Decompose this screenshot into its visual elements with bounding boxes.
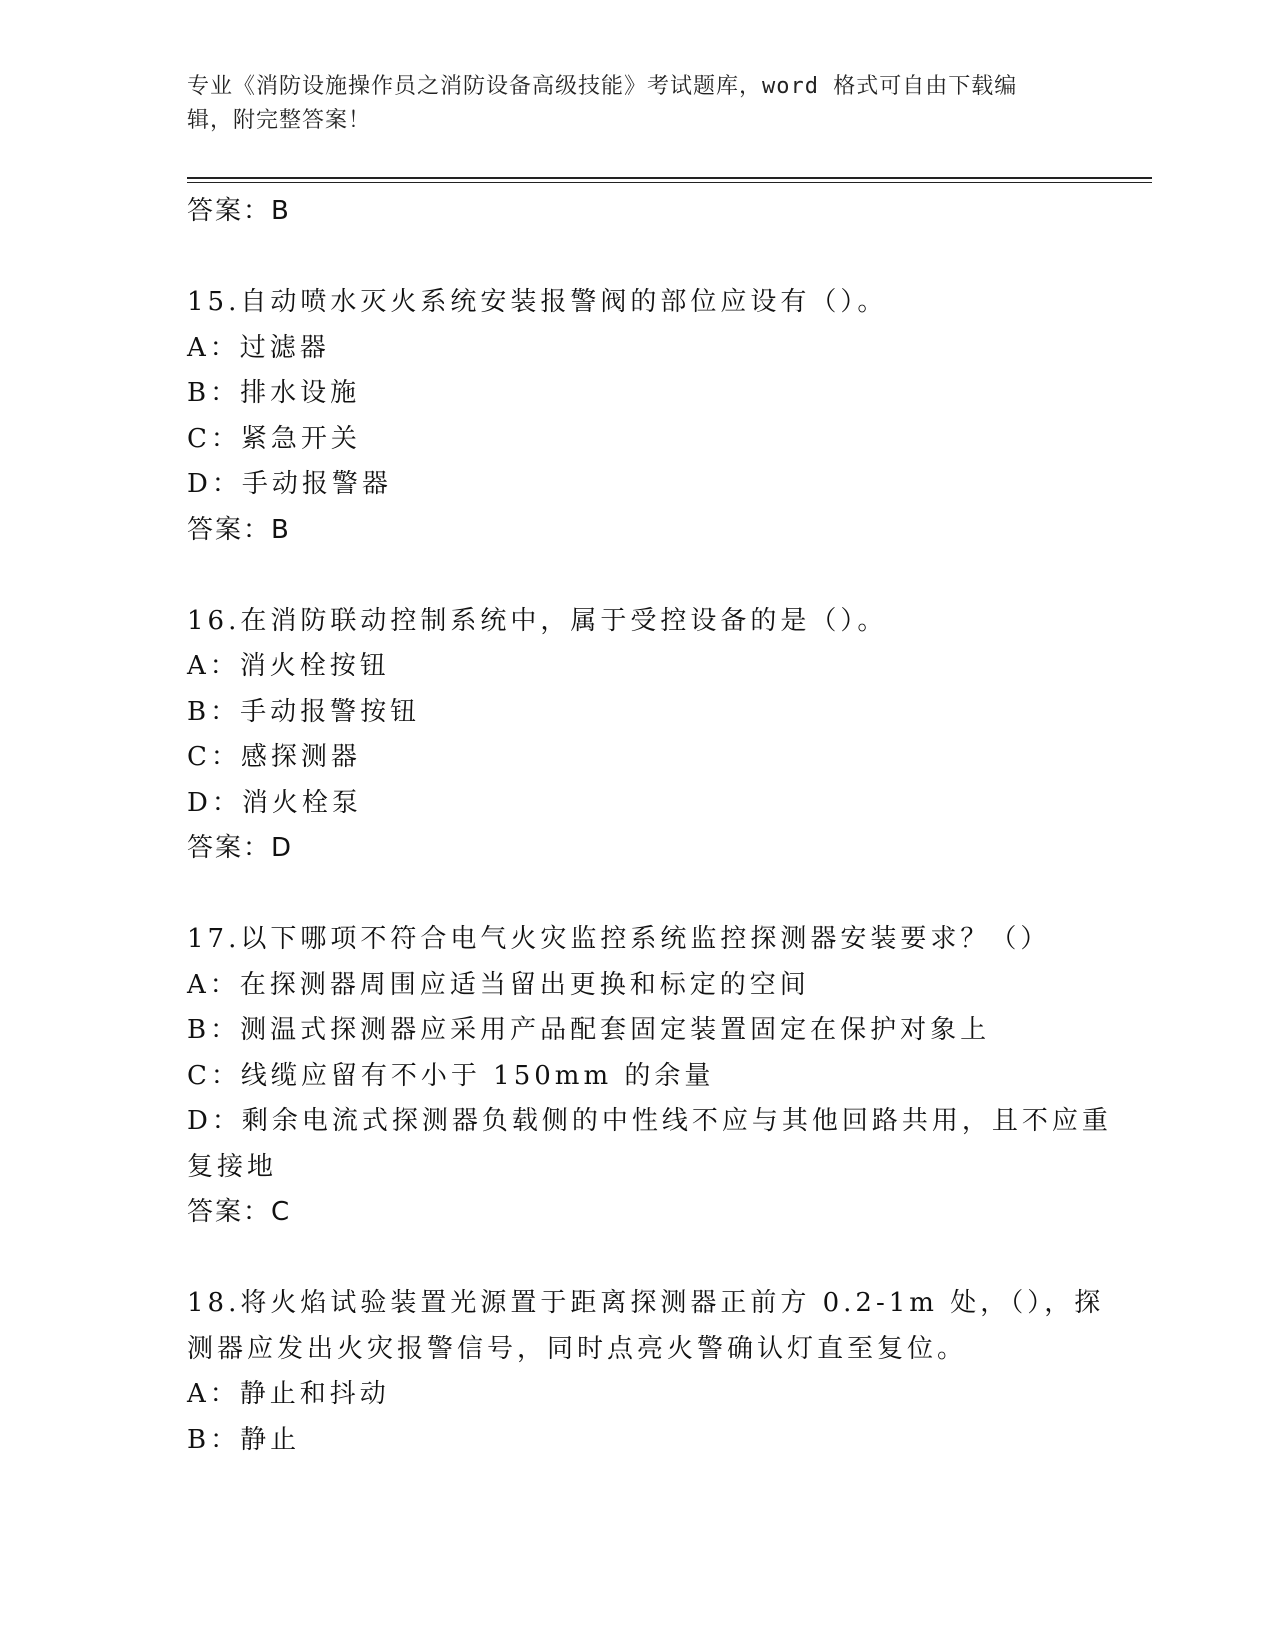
option-b: B：测温式探测器应采用产品配套固定装置固定在保护对象上 xyxy=(187,1015,991,1045)
header-divider-thin xyxy=(187,182,1152,183)
option-a: A：消火栓按钮 xyxy=(187,651,390,681)
option-a: A：静止和抖动 xyxy=(187,1379,390,1409)
answer-line: 答案：D xyxy=(187,833,294,863)
header-line-2: 辑，附完整答案！ xyxy=(187,108,372,133)
option-d: D：剩余电流式探测器负载侧的中性线不应与其他回路共用，且不应重 xyxy=(187,1106,1112,1136)
option-c: C：线缆应留有不小于 150mm 的余量 xyxy=(187,1060,715,1091)
question-list xyxy=(187,189,1112,1463)
option-b: B：排水设施 xyxy=(187,378,361,408)
answer-line: 答案：B xyxy=(187,196,291,226)
question-stem: 16.在消防联动控制系统中，属于受控设备的是（）。 xyxy=(187,605,888,636)
question-stem-continuation: 测器应发出火灾报警信号，同时点亮火警确认灯直至复位。 xyxy=(187,1333,968,1364)
question-stem: 17.以下哪项不符合电气火灾监控系统监控探测器安装要求？（） xyxy=(187,924,1051,954)
document-header xyxy=(187,70,1087,138)
answer-line: 答案：C xyxy=(187,1197,292,1227)
option-d: D：手动报警器 xyxy=(187,469,392,499)
question-16 xyxy=(187,599,1087,872)
question-15 xyxy=(187,280,1087,553)
header-line-1: 专业《消防设施操作员之消防设备高级技能》考试题库，word 格式可自由下载编 xyxy=(187,74,1018,99)
option-c: C：感探测器 xyxy=(187,742,361,772)
option-a: A：过滤器 xyxy=(187,332,330,363)
answer-line: 答案：B xyxy=(187,514,291,545)
question-stem: 18.将火焰试验装置光源置于距离探测器正前方 0.2-1m 处，（），探 xyxy=(187,1288,1105,1318)
question-17 xyxy=(187,917,1112,1236)
option-b: B：手动报警按钮 xyxy=(187,696,421,727)
option-a: A：在探测器周围应适当留出更换和标定的空间 xyxy=(187,969,810,1000)
option-b: B：静止 xyxy=(187,1424,301,1455)
option-c: C：紧急开关 xyxy=(187,423,361,454)
question-18 xyxy=(187,1281,1105,1463)
option-d: D：消火栓泵 xyxy=(187,787,362,818)
header-divider xyxy=(187,177,1152,179)
option-d-continuation: 复接地 xyxy=(187,1151,278,1182)
question-stem: 15.自动喷水灭火系统安装报警阀的部位应设有（）。 xyxy=(187,287,888,317)
